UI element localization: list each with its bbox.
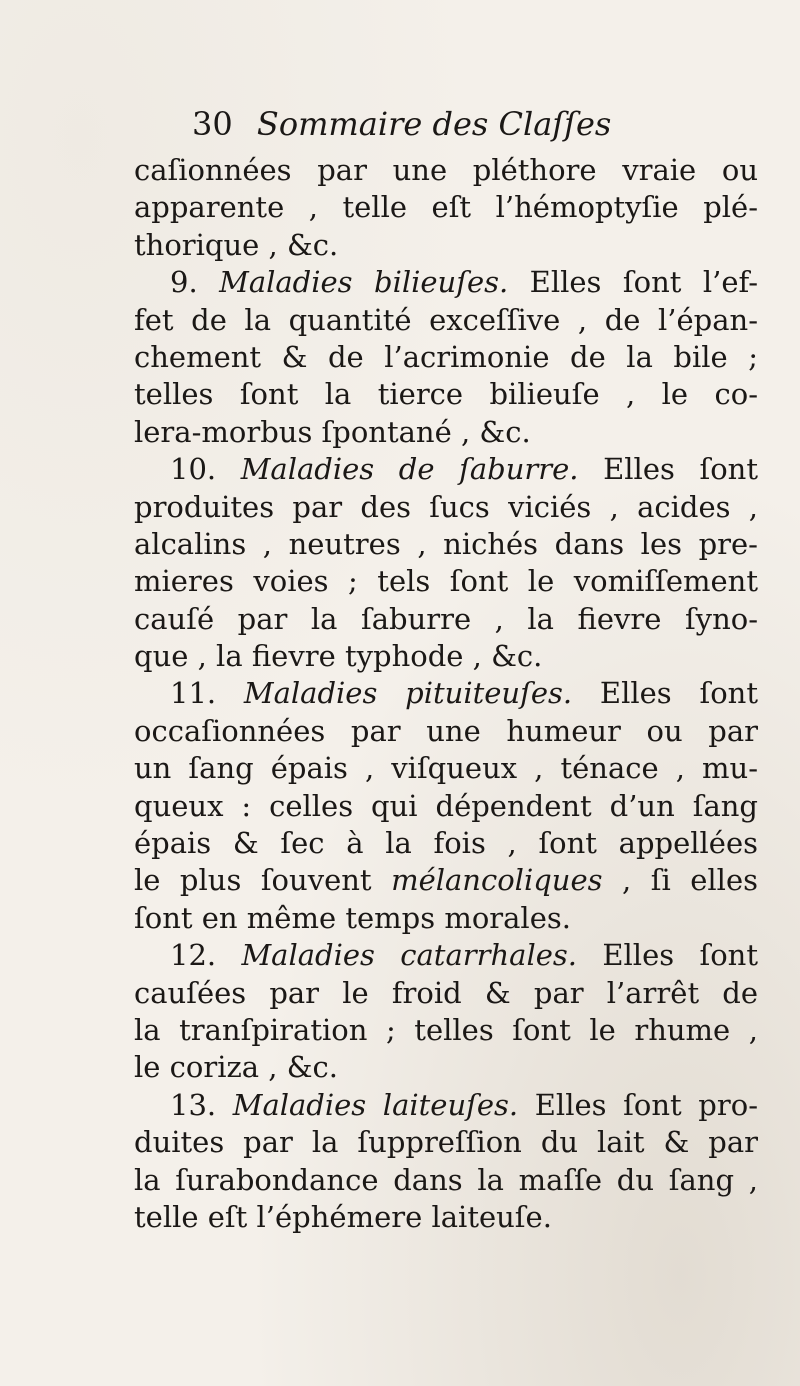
text-segment: 12. (170, 938, 242, 973)
text-segment: thorique , &c. (134, 227, 339, 262)
text-line (134, 1049, 758, 1086)
text-segment: ſont en même temps morales. (134, 900, 571, 935)
text-segment: le coriza , &c. (134, 1050, 338, 1085)
text-line (134, 302, 758, 339)
running-header (192, 100, 672, 148)
text-line (134, 750, 758, 787)
text-segment: la ſurabondance dans la maſſe du ſang , (134, 1162, 758, 1197)
italic-heading: Maladies de ſaburre. (240, 452, 579, 487)
text-segment: caſionnées par une pléthore vraie ou (134, 153, 758, 187)
italic-heading: Maladies bilieuſes. (219, 265, 509, 300)
text-segment: lera-morbus ſpontané , &c. (134, 414, 531, 449)
text-segment: la tranſpiration ; telles ſont le rhume , (134, 1012, 758, 1047)
text-line (134, 713, 758, 750)
text-segment: 10. (170, 452, 241, 487)
text-line (134, 451, 758, 488)
text-segment: 9. (170, 265, 220, 300)
text-line (134, 339, 758, 376)
text-segment: Elles ſont (572, 676, 758, 711)
text-segment: Elles ſont l’ef- (508, 265, 759, 300)
text-segment: mieres voies ; tels ſont le vomiſſement (134, 564, 758, 599)
text-line (134, 376, 758, 413)
page-number: 30 (192, 105, 233, 143)
text-line (134, 264, 758, 301)
running-title: Sommaire des Claſſes (256, 105, 612, 143)
text-line (134, 489, 758, 526)
text-line (134, 227, 758, 264)
text-line (134, 152, 758, 189)
text-segment: apparente , telle eſt l’hémoptyſie plé- (134, 190, 758, 225)
text-segment: Elles ſont (578, 452, 758, 487)
text-segment: , ſi elles (602, 863, 758, 898)
italic-heading: mélancoliques (391, 863, 603, 898)
text-line (134, 1012, 758, 1049)
text-segment: épais & ſec à la fois , ſont appellées (134, 826, 758, 861)
text-line (134, 1199, 758, 1236)
text-line (134, 788, 758, 825)
text-line (134, 862, 758, 899)
text-segment: le plus ſouvent (134, 863, 392, 898)
text-line (134, 900, 758, 937)
text-line (134, 526, 758, 563)
text-segment: duites par la ſuppreſſion du lait & par (134, 1125, 758, 1160)
text-segment: chement & de l’acrimonie de la bile ; (134, 339, 758, 374)
italic-heading: Maladies laiteuſes. (232, 1087, 519, 1122)
text-segment: cauſé par la ſaburre , la fievre ſyno- (134, 601, 758, 636)
text-segment: telles ſont la tierce bilieuſe , le co- (134, 377, 758, 412)
italic-heading: Maladies pituiteuſes. (243, 676, 573, 711)
text-segment: un ſang épais , viſqueux , ténace , mu- (134, 751, 758, 786)
text-line (134, 638, 758, 675)
text-segment: Elles ſont pro- (518, 1087, 758, 1122)
text-line (134, 1124, 758, 1161)
text-segment: telle eſt l’éphémere laiteuſe. (134, 1199, 552, 1234)
text-line (134, 563, 758, 600)
text-segment: fet de la quantité exceſſive , de l’épan- (134, 302, 758, 337)
text-segment: Elles ſont (576, 938, 758, 973)
text-line (134, 189, 758, 226)
text-line (134, 1162, 758, 1199)
text-segment: que , la fievre typhode , &c. (134, 639, 543, 674)
text-segment: 11. (170, 676, 244, 711)
text-segment: occaſionnées par une humeur ou par (134, 713, 758, 748)
text-line (134, 675, 758, 712)
text-line (134, 601, 758, 638)
body-text (134, 152, 758, 1236)
text-line (134, 1087, 758, 1124)
text-segment: queux : celles qui dépendent d’un ſang (134, 788, 758, 823)
text-line (134, 975, 758, 1012)
text-segment: produites par des ſucs viciés , acides , (134, 489, 758, 524)
text-segment: alcalins , neutres , nichés dans les pre- (134, 526, 758, 561)
text-line (134, 825, 758, 862)
italic-heading: Maladies catarrhales. (241, 938, 577, 973)
text-segment: cauſées par le froid & par l’arrêt de (134, 975, 758, 1010)
text-segment: 13. (170, 1087, 233, 1122)
text-line (134, 414, 758, 451)
text-line (134, 937, 758, 974)
